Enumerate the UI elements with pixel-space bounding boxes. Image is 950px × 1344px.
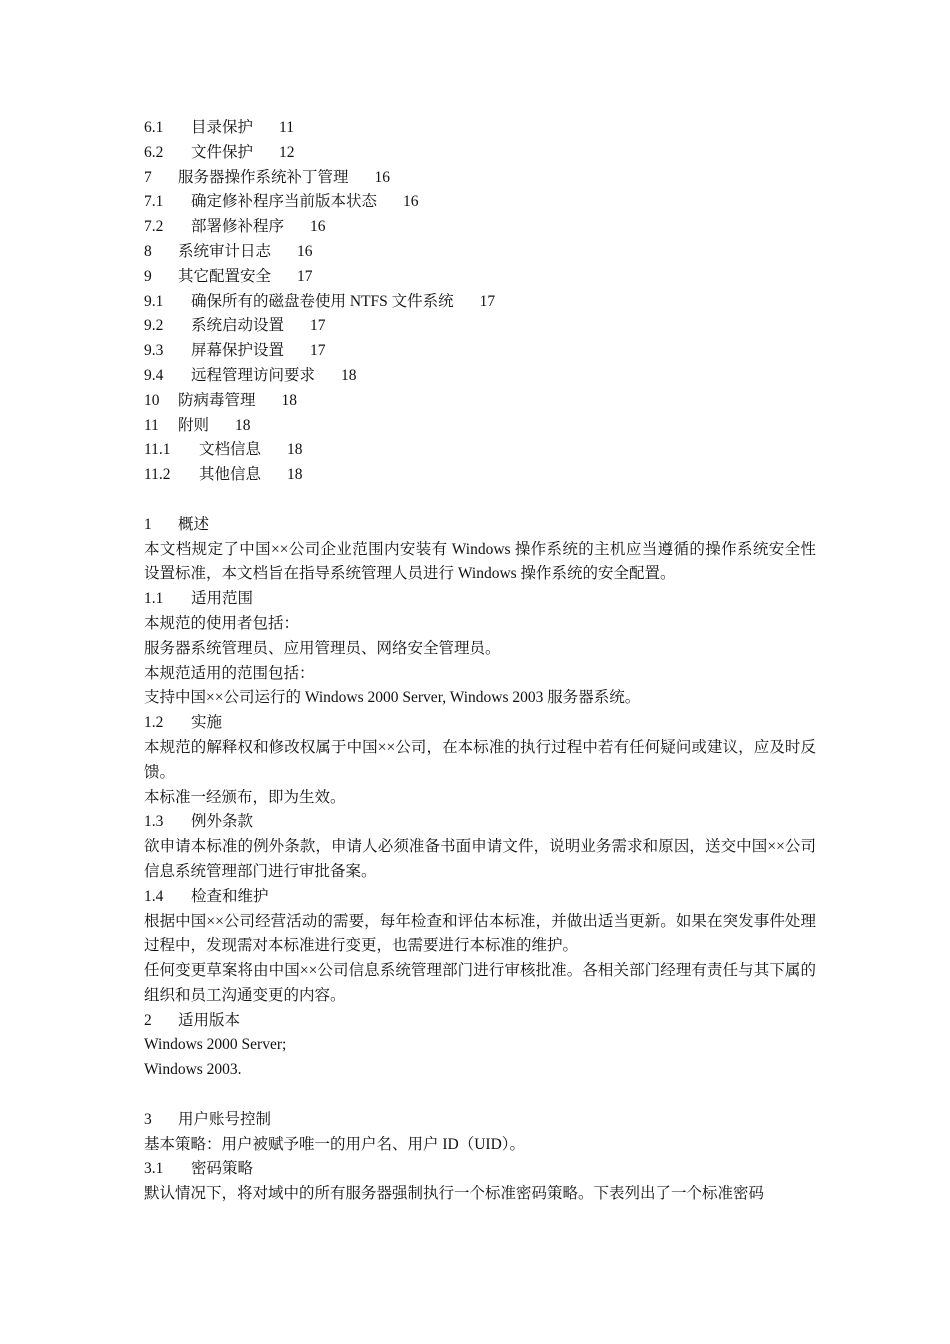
- section-number: 3: [144, 1110, 152, 1128]
- toc-entry-title: 确定修补程序当前版本状态: [191, 193, 378, 211]
- toc-entry-title: 服务器操作系统补丁管理: [178, 168, 349, 186]
- paragraph: 支持中国××公司运行的 Windows 2000 Server, Windows 2003 服务器系统。: [144, 689, 641, 707]
- paragraph: 默认情况下，将对域中的所有服务器强制执行一个标准密码策略。下表列出了一个标准密码: [144, 1185, 765, 1203]
- toc-entry-title: 附则: [178, 416, 210, 434]
- section-heading: [144, 810, 816, 835]
- toc-entry-page: 17: [297, 267, 313, 285]
- section-heading: [144, 513, 816, 538]
- toc-entry-title: 文档信息: [199, 441, 262, 459]
- paragraph: 本标准一经颁布，即为生效。: [144, 788, 346, 806]
- toc-entry-page: 18: [235, 416, 251, 434]
- toc-entry-title: 远程管理访问要求: [191, 366, 316, 384]
- toc-entry-title: 系统启动设置: [191, 317, 285, 335]
- toc-entry[interactable]: [144, 414, 816, 439]
- toc-entry[interactable]: [144, 215, 816, 240]
- section-number: 1.1: [144, 590, 164, 608]
- document-body: [144, 513, 816, 1207]
- section-heading: [144, 587, 816, 612]
- toc-entry[interactable]: [144, 339, 816, 364]
- toc-entry-number: 9: [144, 267, 152, 285]
- paragraph: 根据中国××公司经营活动的需要，每年检查和评估本标准，并做出适当更新。如果在突发事件处理过程中，发现需对本标准进行变更，也需要进行本标准的维护。: [144, 912, 816, 955]
- document-page: [144, 116, 816, 1207]
- toc-entry-title: 其他信息: [199, 466, 262, 484]
- toc-entry-number: 7.2: [144, 218, 164, 236]
- section-title: 例外条款: [191, 813, 254, 831]
- toc-entry[interactable]: [144, 166, 816, 191]
- toc-entry-number: 9.2: [144, 317, 164, 335]
- toc-entry-page: 18: [341, 366, 357, 384]
- toc-entry[interactable]: [144, 463, 816, 488]
- toc-entry[interactable]: [144, 389, 816, 414]
- toc-entry[interactable]: [144, 438, 816, 463]
- paragraph: 服务器系统管理员、应用管理员、网络安全管理员。: [144, 639, 501, 657]
- section-number: 1.3: [144, 813, 164, 831]
- toc-entry-page: 11: [279, 119, 294, 136]
- paragraph: Windows 2000 Server;: [144, 1036, 287, 1054]
- toc-entry-number: 7.1: [144, 193, 164, 211]
- paragraph: 本规范的解释权和修改权属于中国××公司，在本标准的执行过程中若有任何疑问或建议，应及时反馈。: [144, 738, 816, 781]
- toc-entry-number: 9.4: [144, 366, 164, 384]
- toc-entry-number: 9.1: [144, 292, 164, 310]
- toc-entry-title: 目录保护: [191, 119, 254, 136]
- section-heading: [144, 885, 816, 910]
- paragraph: 本规范的使用者包括：: [144, 614, 300, 632]
- toc-entry-number: 8: [144, 242, 152, 260]
- section-heading: [144, 711, 816, 736]
- toc-entry-number: 10: [144, 391, 160, 409]
- paragraph: 基本策略：用户被赋予唯一的用户名、用户 ID（UID）。: [144, 1135, 526, 1153]
- toc-entry-title: 系统审计日志: [178, 242, 272, 260]
- table-of-contents: [144, 116, 816, 488]
- paragraph: 任何变更草案将由中国××公司信息系统管理部门进行审核批准。各相关部门经理有责任与其下属的组织和员工沟通变更的内容。: [144, 962, 816, 1004]
- section-title: 概述: [178, 515, 210, 533]
- toc-entry[interactable]: [144, 290, 816, 315]
- toc-entry-page: 18: [287, 441, 303, 459]
- paragraph: 本文档规定了中国××公司企业范围内安装有 Windows 操作系统的主机应当遵循的操作系统安全性设置标准，本文档旨在指导系统管理人员进行 Windows 操作系统的安全配置。: [144, 540, 816, 583]
- section-title: 适用范围: [191, 590, 254, 608]
- toc-entry-page: 16: [403, 193, 419, 211]
- section-heading: [144, 1009, 816, 1034]
- toc-entry[interactable]: [144, 116, 816, 141]
- toc-entry-page: 16: [374, 168, 391, 186]
- toc-entry-page: 16: [310, 218, 326, 236]
- section-number: 2: [144, 1011, 152, 1029]
- section-number: 1.2: [144, 714, 164, 732]
- toc-entry[interactable]: [144, 314, 816, 339]
- toc-entry-number: 6.1: [144, 119, 164, 136]
- toc-entry-title: 防病毒管理: [178, 391, 256, 409]
- section-heading: [144, 1108, 816, 1133]
- toc-entry-page: 18: [281, 391, 298, 409]
- section-gap: [144, 1083, 816, 1108]
- toc-entry-title: 文件保护: [191, 143, 254, 161]
- toc-entry-number: 6.2: [144, 143, 164, 161]
- toc-entry-number: 9.3: [144, 342, 164, 360]
- toc-entry-title: 确保所有的磁盘卷使用 NTFS 文件系统: [191, 292, 454, 310]
- paragraph: 欲申请本标准的例外条款，申请人必须准备书面申请文件，说明业务需求和原因，送交中国××公司信息系统管理部门进行审批备案。: [144, 838, 816, 880]
- toc-entry-number: 11.1: [144, 441, 171, 459]
- toc-entry-page: 17: [310, 342, 326, 360]
- toc-entry-title: 部署修补程序: [191, 218, 285, 236]
- section-title: 密码策略: [191, 1160, 254, 1178]
- toc-entry[interactable]: [144, 364, 816, 389]
- section-title: 适用版本: [178, 1011, 241, 1029]
- paragraph: Windows 2003.: [144, 1061, 242, 1079]
- toc-entry-number: 7: [144, 168, 152, 186]
- toc-entry-number: 11.2: [144, 466, 171, 484]
- section-gap: [144, 488, 816, 513]
- toc-entry-page: 17: [310, 317, 326, 335]
- toc-entry[interactable]: [144, 190, 816, 215]
- toc-entry-page: 17: [479, 292, 496, 310]
- toc-entry-page: 12: [279, 143, 295, 161]
- toc-entry[interactable]: [144, 265, 816, 290]
- toc-entry-title: 其它配置安全: [178, 267, 272, 285]
- toc-entry-page: 16: [297, 242, 313, 260]
- section-number: 3.1: [144, 1160, 164, 1178]
- section-number: 1.4: [144, 887, 164, 905]
- section-heading: [144, 1157, 816, 1182]
- toc-entry[interactable]: [144, 141, 816, 166]
- section-title: 实施: [191, 714, 223, 732]
- toc-entry-title: 屏幕保护设置: [191, 342, 285, 360]
- toc-entry-page: 18: [287, 466, 303, 484]
- section-title: 用户账号控制: [178, 1110, 272, 1128]
- toc-entry-number: 11: [144, 416, 159, 434]
- paragraph: 本规范适用的范围包括：: [144, 664, 315, 682]
- section-title: 检查和维护: [191, 887, 269, 905]
- section-number: 1: [144, 515, 152, 533]
- toc-entry[interactable]: [144, 240, 816, 265]
